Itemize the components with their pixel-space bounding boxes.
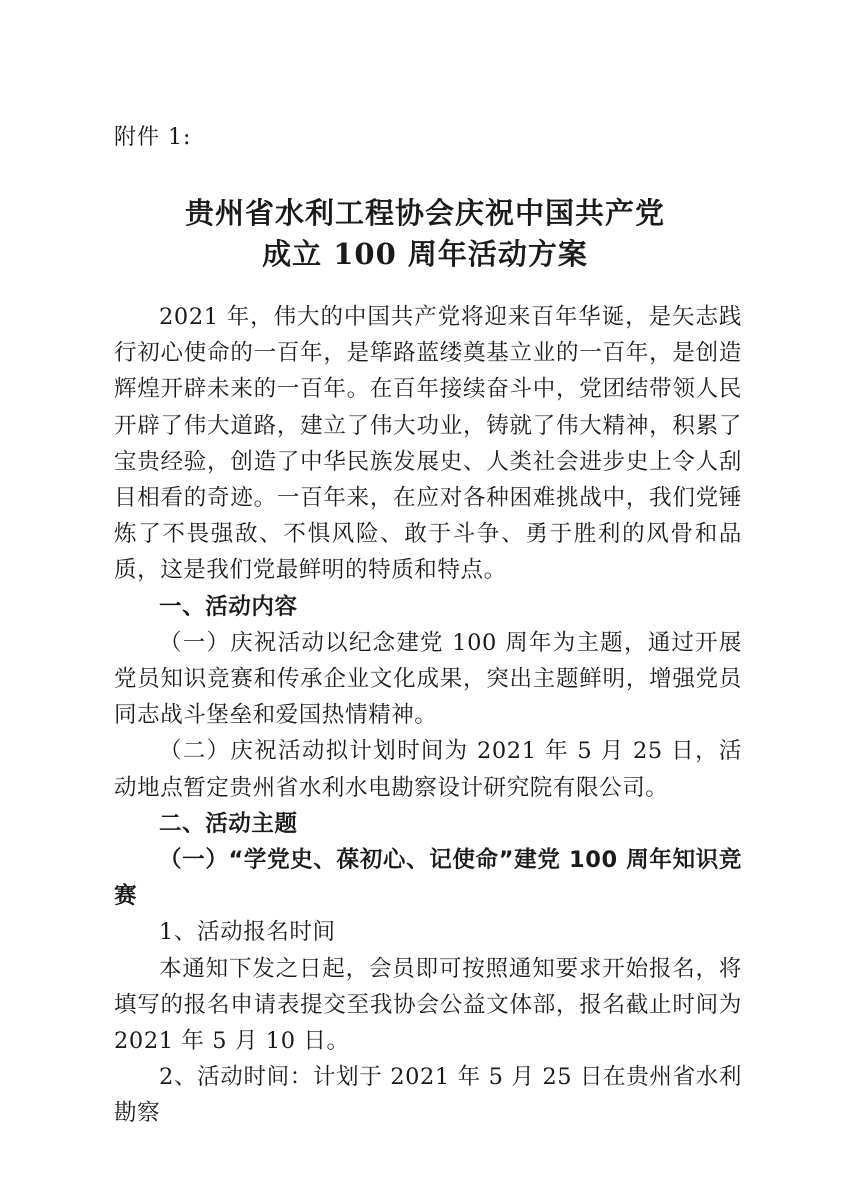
point-2: 2、活动时间：计划于 2021 年 5 月 25 日在贵州省水利勘察 <box>114 1064 742 1127</box>
intro-paragraph: 2021 年，伟大的中国共产党将迎来百年华诞，是矢志践行初心使命的一百年，是筚路蓝缕奠基立业的一百年，是创造辉煌开辟未来的一百年。在百年接续奋斗中，党团结带领人民开辟了伟大道路，建立了伟大功业，铸就了伟大精神，积累了宝贵经验，创造了中华民族发展史、人类社会进步史上令人刮目相看的奇迹。一百年来，在应对各种困难挑战中，我们党锤炼了不畏强敌、不惧风险、敢于斗争、勇于胜利的风骨和品质，这是我们党最鲜明的特质和特点。 <box>114 304 742 584</box>
section-2-subheading: （一）“学党史、葆初心、记使命”建党 100 周年知识竞赛 <box>114 847 742 910</box>
document-title-line-2: 成立 100 周年活动方案 <box>262 237 588 271</box>
point-1-title: 1、活动报名时间 <box>159 919 336 946</box>
point-1-body: 本通知下发之日起，会员即可按照通知要求开始报名，将填写的报名申请表提交至我协会公益文体部，报名截止时间为 2021 年 5 月 10 日。 <box>114 955 742 1055</box>
section-1-heading: 一、活动内容 <box>159 593 298 620</box>
section-1-item-1: （一）庆祝活动以纪念建党 100 周年为主题，通过开展党员知识竞赛和传承企业文化成果，突出主题鲜明，增强党员同志战斗堡垒和爱国热情精神。 <box>114 629 742 729</box>
document-title-line-1: 贵州省水利工程协会庆祝中国共产党 <box>184 196 665 230</box>
document-body <box>114 299 742 1132</box>
section-1-item-2: （二）庆祝活动拟计划时间为 2021 年 5 月 25 日，活动地点暂定贵州省水利水电勘察设计研究院有限公司。 <box>114 738 742 801</box>
attachment-label: 附件 1: <box>114 125 192 150</box>
section-2-heading: 二、活动主题 <box>159 810 298 837</box>
